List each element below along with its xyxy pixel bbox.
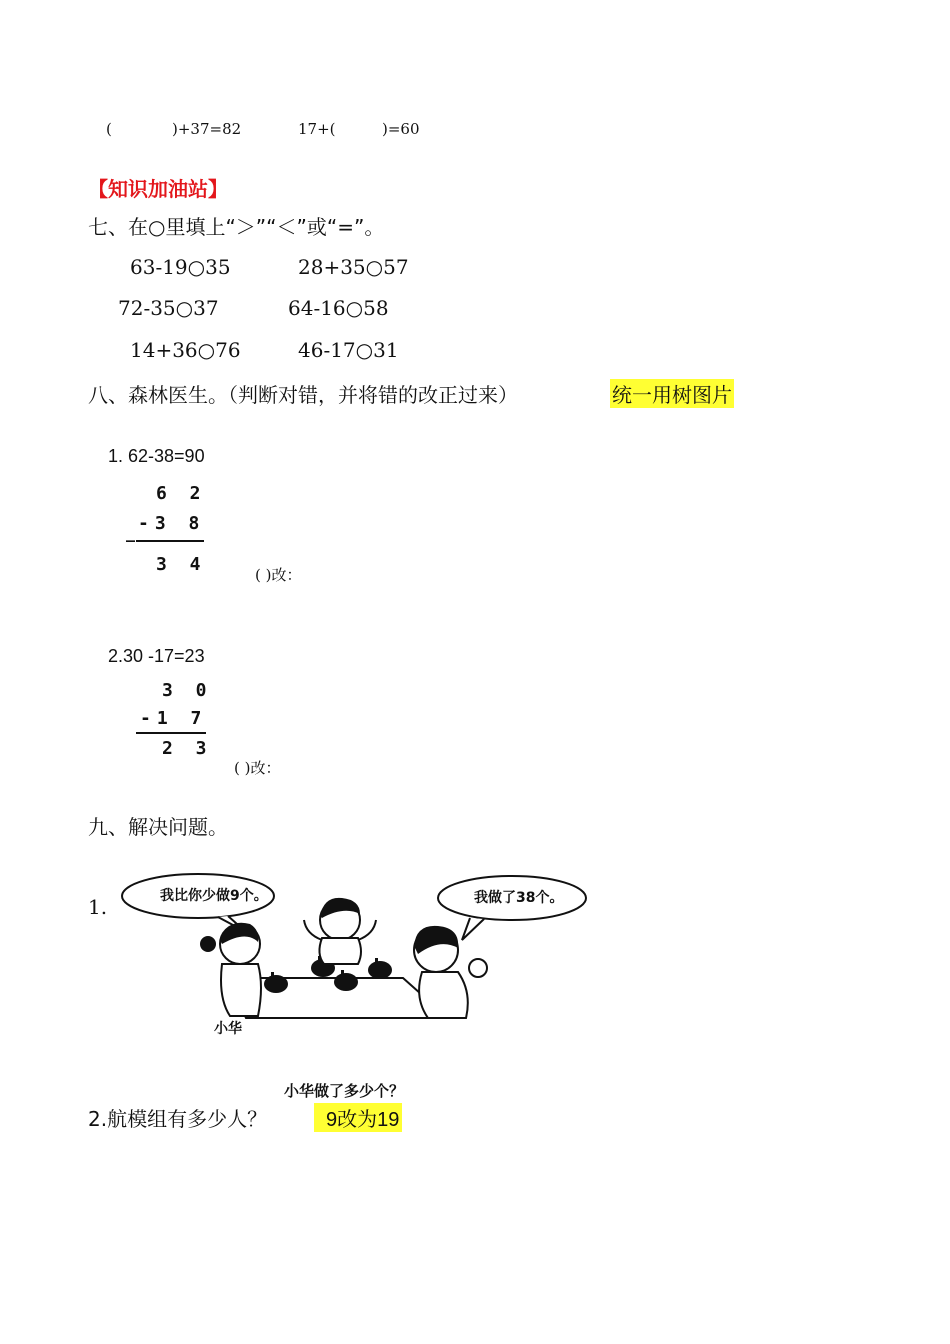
bubble-right-text: 我做了38个。	[474, 890, 564, 906]
q8-p2-equation: 2.30 -17=23	[108, 646, 205, 666]
q9-p2-note: 9改为19	[314, 1103, 402, 1132]
q8-title: 八、森林医生。（判断对错，并将错的改正过来）	[88, 383, 518, 407]
q8-p2-result: 2 3	[162, 738, 213, 759]
name-label: 小华	[214, 1021, 242, 1037]
q8-p1-equation: 1. 62-38=90	[108, 446, 205, 466]
q9-p1-number: 1.	[88, 895, 108, 919]
q7-item-1: 63-19○35	[130, 255, 231, 279]
q9-p1-question: 小华做了多少个？	[284, 1083, 405, 1100]
knowledge-title: 【知识加油站】	[88, 177, 228, 201]
q8-p2-answer[interactable]: ( )改：	[234, 759, 281, 777]
q8-p1-side-minus: _	[126, 522, 135, 543]
q8-p2-minus: -1 7	[140, 708, 208, 729]
q7-item-6: 46-17○31	[298, 338, 399, 362]
q8-p1-top: 6 2	[156, 483, 207, 504]
q8-p1-result: 3 4	[156, 554, 207, 575]
fill-eq1-rest: )+37=82	[172, 120, 242, 138]
fill-eq1-open: (	[106, 120, 112, 138]
q7-title: 七、在○里填上“＞”“＜”或“=”。	[88, 215, 385, 239]
q8-p1-rule	[136, 540, 204, 542]
fill-eq2-open: 17+(	[298, 120, 336, 138]
q8-p2-rule	[136, 732, 206, 734]
q8-note: 统一用树图片	[610, 379, 734, 408]
q7-item-5: 14+36○76	[130, 338, 241, 362]
fill-eq2-rest: )=60	[382, 120, 420, 138]
q8-p1-answer[interactable]: ( )改：	[255, 566, 302, 584]
q7-item-4: 64-16○58	[288, 296, 389, 320]
q7-item-2: 28+35○57	[298, 255, 409, 279]
q8-p1-minus: -3 8	[138, 513, 206, 534]
q7-item-3: 72-35○37	[118, 296, 219, 320]
q9-p2-question: 2.航模组有多少人？	[88, 1107, 268, 1131]
q8-p2-top: 3 0	[162, 680, 213, 701]
q9-title: 九、解决问题。	[88, 815, 228, 839]
bubble-left-text: 我比你少做9个。	[160, 888, 268, 904]
